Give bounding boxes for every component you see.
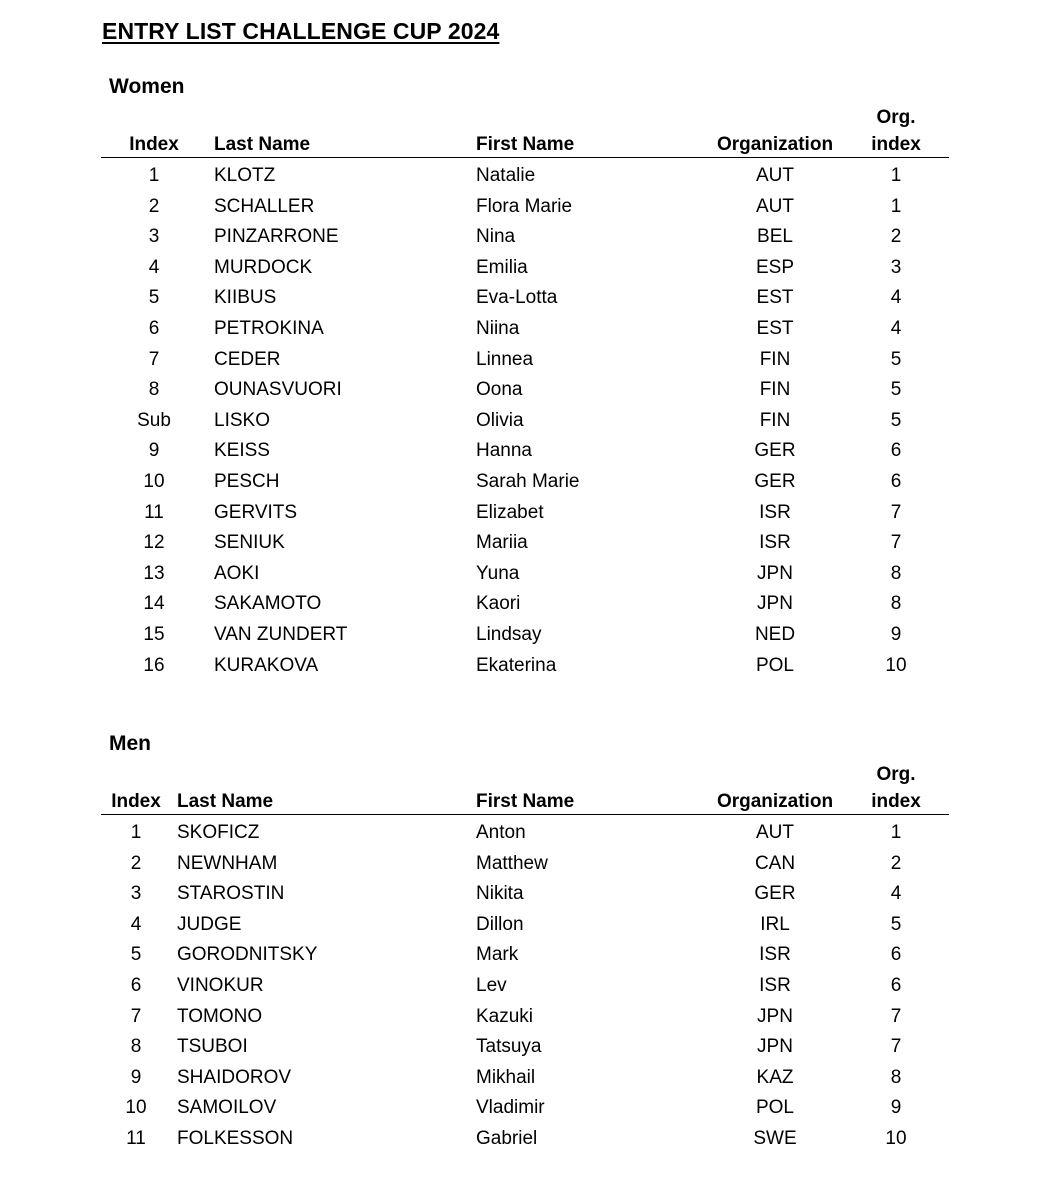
cell-organization: ISR	[759, 974, 791, 996]
cell-org-index: 6	[890, 440, 902, 462]
cell-organization: EST	[756, 287, 794, 309]
table-row	[0, 222, 1055, 253]
table-row	[0, 253, 1055, 284]
cell-first-name: Nikita	[476, 883, 524, 905]
cell-last-name: STAROSTIN	[177, 883, 285, 905]
cell-organization: CAN	[754, 852, 796, 874]
table-row	[0, 528, 1055, 559]
cell-last-name: KLOTZ	[214, 165, 276, 186]
cell-org-index: 6	[890, 944, 902, 966]
cell-last-name: PINZARRONE	[214, 226, 339, 248]
cell-organization: AUT	[756, 165, 794, 186]
cell-last-name: KIIBUS	[214, 287, 277, 309]
cell-index: 2	[130, 852, 142, 874]
cell-org-index: 7	[890, 1005, 902, 1027]
women-table-body	[0, 161, 1055, 681]
cell-org-index: 10	[885, 654, 907, 676]
women-header-last-name: Last Name	[214, 134, 311, 155]
table-row	[0, 467, 1055, 498]
cell-index: 15	[143, 623, 165, 645]
cell-organization: POL	[755, 654, 795, 676]
men-table-body	[0, 818, 1055, 1155]
cell-first-name: Natalie	[476, 165, 536, 186]
cell-organization: NED	[754, 623, 796, 645]
cell-last-name: SHAIDOROV	[177, 1066, 292, 1088]
men-header-rule	[101, 814, 949, 815]
cell-first-name: Mariia	[476, 532, 528, 554]
cell-index: 4	[148, 256, 160, 278]
cell-organization: ISR	[759, 944, 791, 966]
cell-index: 16	[143, 654, 165, 676]
cell-first-name: Kaori	[476, 593, 521, 615]
cell-index: 8	[148, 379, 160, 401]
table-row	[0, 1032, 1055, 1063]
table-row	[0, 436, 1055, 467]
table-row	[0, 940, 1055, 971]
cell-last-name: SKOFICZ	[177, 822, 260, 843]
cell-organization: FIN	[759, 379, 791, 401]
cell-index: 6	[130, 974, 142, 996]
cell-last-name: SENIUK	[214, 532, 285, 554]
cell-organization: GER	[754, 440, 796, 462]
table-row	[0, 1093, 1055, 1124]
cell-last-name: GERVITS	[214, 501, 298, 523]
cell-first-name: Vladimir	[476, 1097, 545, 1119]
cell-org-index: 1	[890, 195, 902, 217]
cell-organization: AUT	[756, 195, 794, 217]
men-header-org-line1: Org.	[876, 764, 916, 785]
cell-organization: JPN	[757, 1036, 793, 1058]
cell-org-index: 8	[890, 593, 902, 615]
table-row	[0, 849, 1055, 880]
cell-last-name: SCHALLER	[214, 195, 315, 217]
cell-index: 5	[130, 944, 142, 966]
cell-first-name: Emilia	[476, 256, 528, 278]
cell-org-index: 10	[885, 1127, 907, 1149]
cell-index: 1	[148, 165, 160, 186]
women-header-organization: Organization	[716, 134, 834, 155]
cell-last-name: SAMOILOV	[177, 1097, 277, 1119]
cell-last-name: CEDER	[214, 348, 281, 370]
cell-index: 12	[143, 532, 165, 554]
cell-organization: EST	[756, 317, 794, 339]
table-row	[0, 283, 1055, 314]
cell-organization: FIN	[759, 409, 791, 431]
cell-last-name: TSUBOI	[177, 1036, 248, 1058]
cell-index: 14	[143, 593, 165, 615]
men-header-organization: Organization	[716, 791, 834, 812]
cell-last-name: VAN ZUNDERT	[214, 623, 348, 645]
cell-org-index: 4	[890, 317, 902, 339]
cell-index: 9	[130, 1066, 142, 1088]
cell-organization: ISR	[759, 532, 791, 554]
cell-last-name: FOLKESSON	[177, 1127, 294, 1149]
cell-organization: FIN	[759, 348, 791, 370]
table-row	[0, 589, 1055, 620]
cell-org-index: 6	[890, 974, 902, 996]
cell-first-name: Elizabet	[476, 501, 544, 523]
cell-first-name: Oona	[476, 379, 523, 401]
cell-last-name: VINOKUR	[177, 974, 264, 996]
cell-first-name: Nina	[476, 226, 516, 248]
cell-first-name: Sarah Marie	[476, 470, 580, 492]
cell-org-index: 5	[890, 409, 902, 431]
table-row	[0, 879, 1055, 910]
cell-first-name: Linnea	[476, 348, 534, 370]
cell-organization: AUT	[756, 822, 794, 843]
cell-index: 6	[148, 317, 160, 339]
cell-first-name: Lindsay	[476, 623, 542, 645]
cell-org-index: 8	[890, 562, 902, 584]
cell-last-name: KEISS	[214, 440, 270, 462]
cell-index: 13	[143, 562, 165, 584]
cell-org-index: 4	[890, 287, 902, 309]
cell-index: 7	[130, 1005, 142, 1027]
cell-organization: ISR	[759, 501, 791, 523]
table-row	[0, 314, 1055, 345]
cell-organization: BEL	[757, 226, 793, 248]
cell-org-index: 8	[890, 1066, 902, 1088]
cell-org-index: 5	[890, 913, 902, 935]
table-row	[0, 559, 1055, 590]
cell-last-name: PESCH	[214, 470, 280, 492]
table-row	[0, 406, 1055, 437]
women-header-index: Index	[129, 134, 179, 155]
cell-organization: ESP	[755, 256, 795, 278]
cell-index: 11	[144, 501, 164, 523]
men-header-first-name: First Name	[476, 791, 575, 812]
cell-last-name: TOMONO	[177, 1005, 263, 1027]
cell-organization: POL	[755, 1097, 795, 1119]
cell-last-name: SAKAMOTO	[214, 593, 322, 615]
men-header-index: Index	[111, 791, 161, 812]
cell-org-index: 9	[890, 1097, 902, 1119]
table-row	[0, 345, 1055, 376]
table-row	[0, 818, 1055, 849]
cell-index: 10	[143, 470, 165, 492]
cell-first-name: Anton	[476, 822, 526, 843]
table-row	[0, 1002, 1055, 1033]
cell-first-name: Mark	[476, 944, 519, 966]
cell-org-index: 2	[890, 852, 902, 874]
cell-first-name: Kazuki	[476, 1005, 534, 1027]
table-row	[0, 498, 1055, 529]
cell-organization: JPN	[757, 593, 793, 615]
cell-org-index: 5	[890, 348, 902, 370]
cell-first-name: Gabriel	[476, 1127, 538, 1149]
cell-first-name: Dillon	[476, 913, 524, 935]
cell-org-index: 7	[890, 501, 902, 523]
table-row	[0, 910, 1055, 941]
cell-org-index: 5	[890, 379, 902, 401]
table-row	[0, 161, 1055, 192]
cell-org-index: 7	[890, 532, 902, 554]
cell-first-name: Flora Marie	[476, 195, 573, 217]
men-header-org-line2: index	[871, 791, 921, 812]
cell-first-name: Mikhail	[476, 1066, 536, 1088]
cell-last-name: LISKO	[214, 409, 270, 431]
cell-last-name: NEWNHAM	[177, 852, 278, 874]
cell-last-name: AOKI	[214, 562, 260, 584]
table-row	[0, 192, 1055, 223]
women-header-org-line1: Org.	[876, 107, 916, 128]
cell-last-name: PETROKINA	[214, 317, 324, 339]
table-row	[0, 651, 1055, 682]
table-row	[0, 620, 1055, 651]
cell-index: 8	[130, 1036, 142, 1058]
cell-org-index: 4	[890, 883, 902, 905]
cell-org-index: 7	[890, 1036, 902, 1058]
cell-first-name: Lev	[476, 974, 507, 996]
cell-last-name: JUDGE	[177, 913, 242, 935]
cell-index: 11	[126, 1127, 146, 1149]
cell-last-name: KURAKOVA	[214, 654, 319, 676]
cell-first-name: Niina	[476, 317, 520, 339]
cell-index: 10	[125, 1097, 147, 1119]
cell-organization: KAZ	[756, 1066, 794, 1088]
women-header-rule	[101, 157, 949, 158]
women-heading: Women	[109, 75, 185, 98]
cell-organization: JPN	[757, 562, 793, 584]
cell-index: 3	[148, 226, 160, 248]
cell-org-index: 3	[890, 256, 902, 278]
cell-org-index: 9	[890, 623, 902, 645]
cell-last-name: OUNASVUORI	[214, 379, 342, 401]
cell-org-index: 1	[890, 165, 902, 186]
table-row	[0, 375, 1055, 406]
women-header-org-line2: index	[871, 134, 921, 155]
cell-index: 7	[148, 348, 160, 370]
cell-first-name: Tatsuya	[476, 1036, 542, 1058]
cell-organization: SWE	[753, 1127, 797, 1149]
cell-index: Sub	[137, 409, 171, 431]
cell-index: 3	[130, 883, 142, 905]
cell-first-name: Ekaterina	[476, 654, 557, 676]
table-row	[0, 1063, 1055, 1094]
cell-org-index: 1	[890, 822, 902, 843]
cell-first-name: Hanna	[476, 440, 532, 462]
table-row	[0, 1124, 1055, 1155]
men-header-last-name: Last Name	[177, 791, 274, 812]
cell-index: 5	[148, 287, 160, 309]
cell-organization: JPN	[757, 1005, 793, 1027]
cell-first-name: Matthew	[476, 852, 548, 874]
cell-last-name: MURDOCK	[214, 256, 313, 278]
document-title: ENTRY LIST CHALLENGE CUP 2024	[102, 18, 500, 44]
cell-organization: GER	[754, 470, 796, 492]
cell-index: 2	[148, 195, 160, 217]
cell-first-name: Yuna	[476, 562, 520, 584]
cell-first-name: Olivia	[476, 409, 524, 431]
cell-index: 4	[130, 913, 142, 935]
women-header-first-name: First Name	[476, 134, 575, 155]
cell-index: 9	[148, 440, 160, 462]
cell-org-index: 2	[890, 226, 902, 248]
cell-org-index: 6	[890, 470, 902, 492]
cell-organization: GER	[754, 883, 796, 905]
cell-organization: IRL	[760, 913, 790, 935]
cell-last-name: GORODNITSKY	[177, 944, 318, 966]
cell-index: 1	[130, 822, 142, 843]
cell-first-name: Eva-Lotta	[476, 287, 558, 309]
men-heading: Men	[109, 732, 151, 755]
table-row	[0, 971, 1055, 1002]
